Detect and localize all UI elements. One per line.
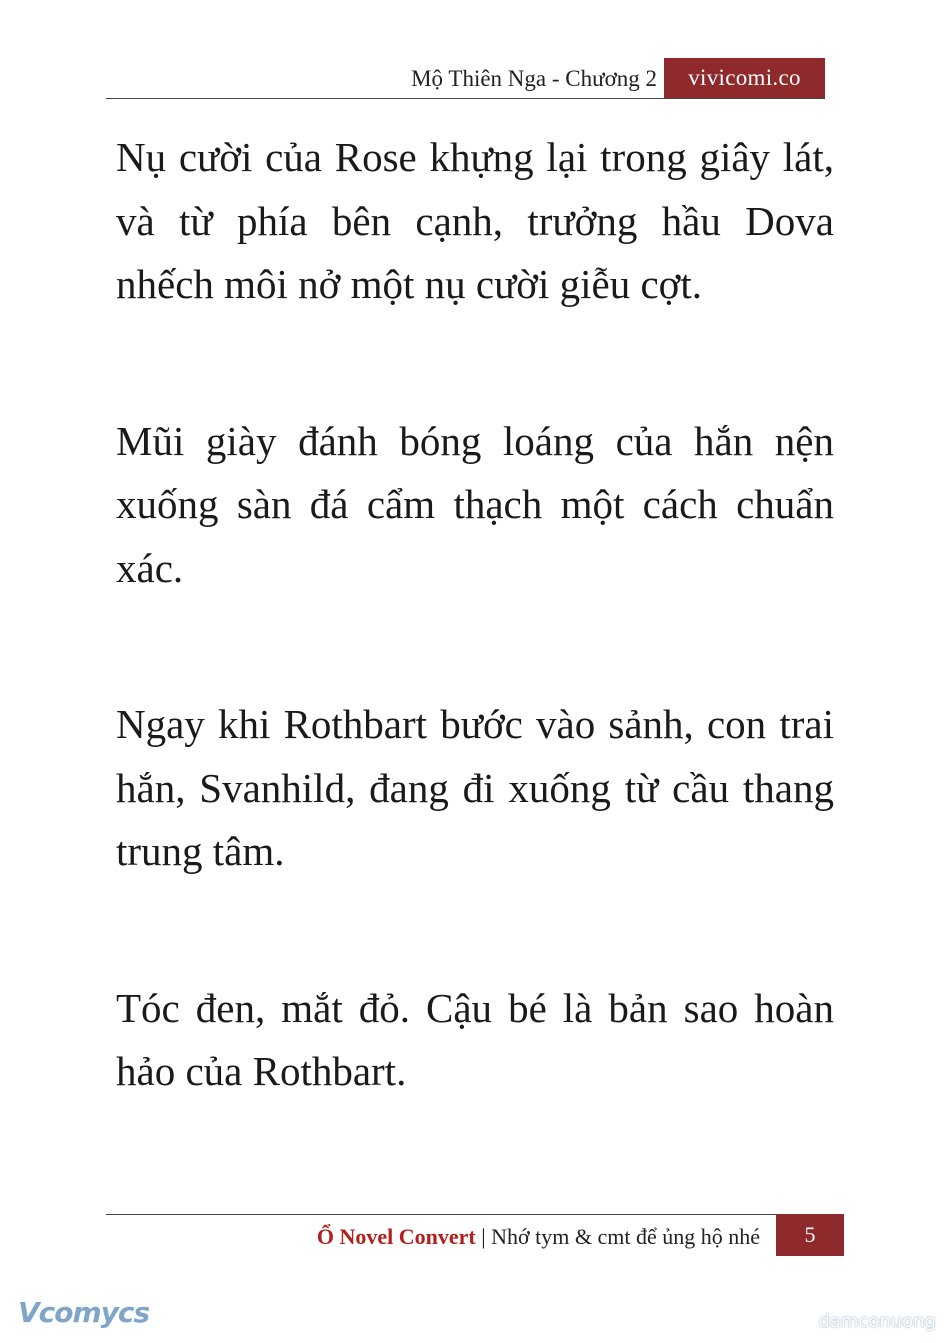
footer-divider (106, 1214, 776, 1215)
chapter-title: Mộ Thiên Nga - Chương 2 (411, 66, 657, 91)
chapter-body (116, 126, 834, 1197)
paragraph: Ngay khi Rothbart bước vào sảnh, con trai hắn, Svanhild, đang đi xuống từ cầu thang trung tâm. (116, 701, 834, 874)
header-divider (106, 98, 825, 99)
page-footer (106, 1214, 844, 1256)
paragraph: Tóc đen, mắt đỏ. Cậu bé là bản sao hoàn hảo của Rothbart. (116, 984, 834, 1094)
paragraph: Nụ cười của Rose khựng lại trong giây lát, và từ phía bên cạnh, trưởng hầu Dova nhếch môi nở một nụ cười giễu cợt. (116, 134, 834, 307)
paragraph: Mũi giày đánh bóng loáng của hắn nện xuống sàn đá cẩm thạch một cách chuẩn xác. (116, 417, 834, 591)
footer-message: Nhớ tym & cmt để ủng hộ nhé (491, 1224, 760, 1249)
footer-note (317, 1224, 760, 1250)
watermark-logo-left: Vcomycs (18, 1296, 150, 1329)
page-header (106, 58, 825, 98)
footer-brand: Ổ Novel Convert (316, 1224, 476, 1249)
watermark-text-right: damconuong (818, 1311, 936, 1332)
footer-separator: | (475, 1224, 492, 1249)
site-badge[interactable]: vivicomi.co (664, 58, 825, 98)
page-number: 5 (776, 1214, 844, 1256)
